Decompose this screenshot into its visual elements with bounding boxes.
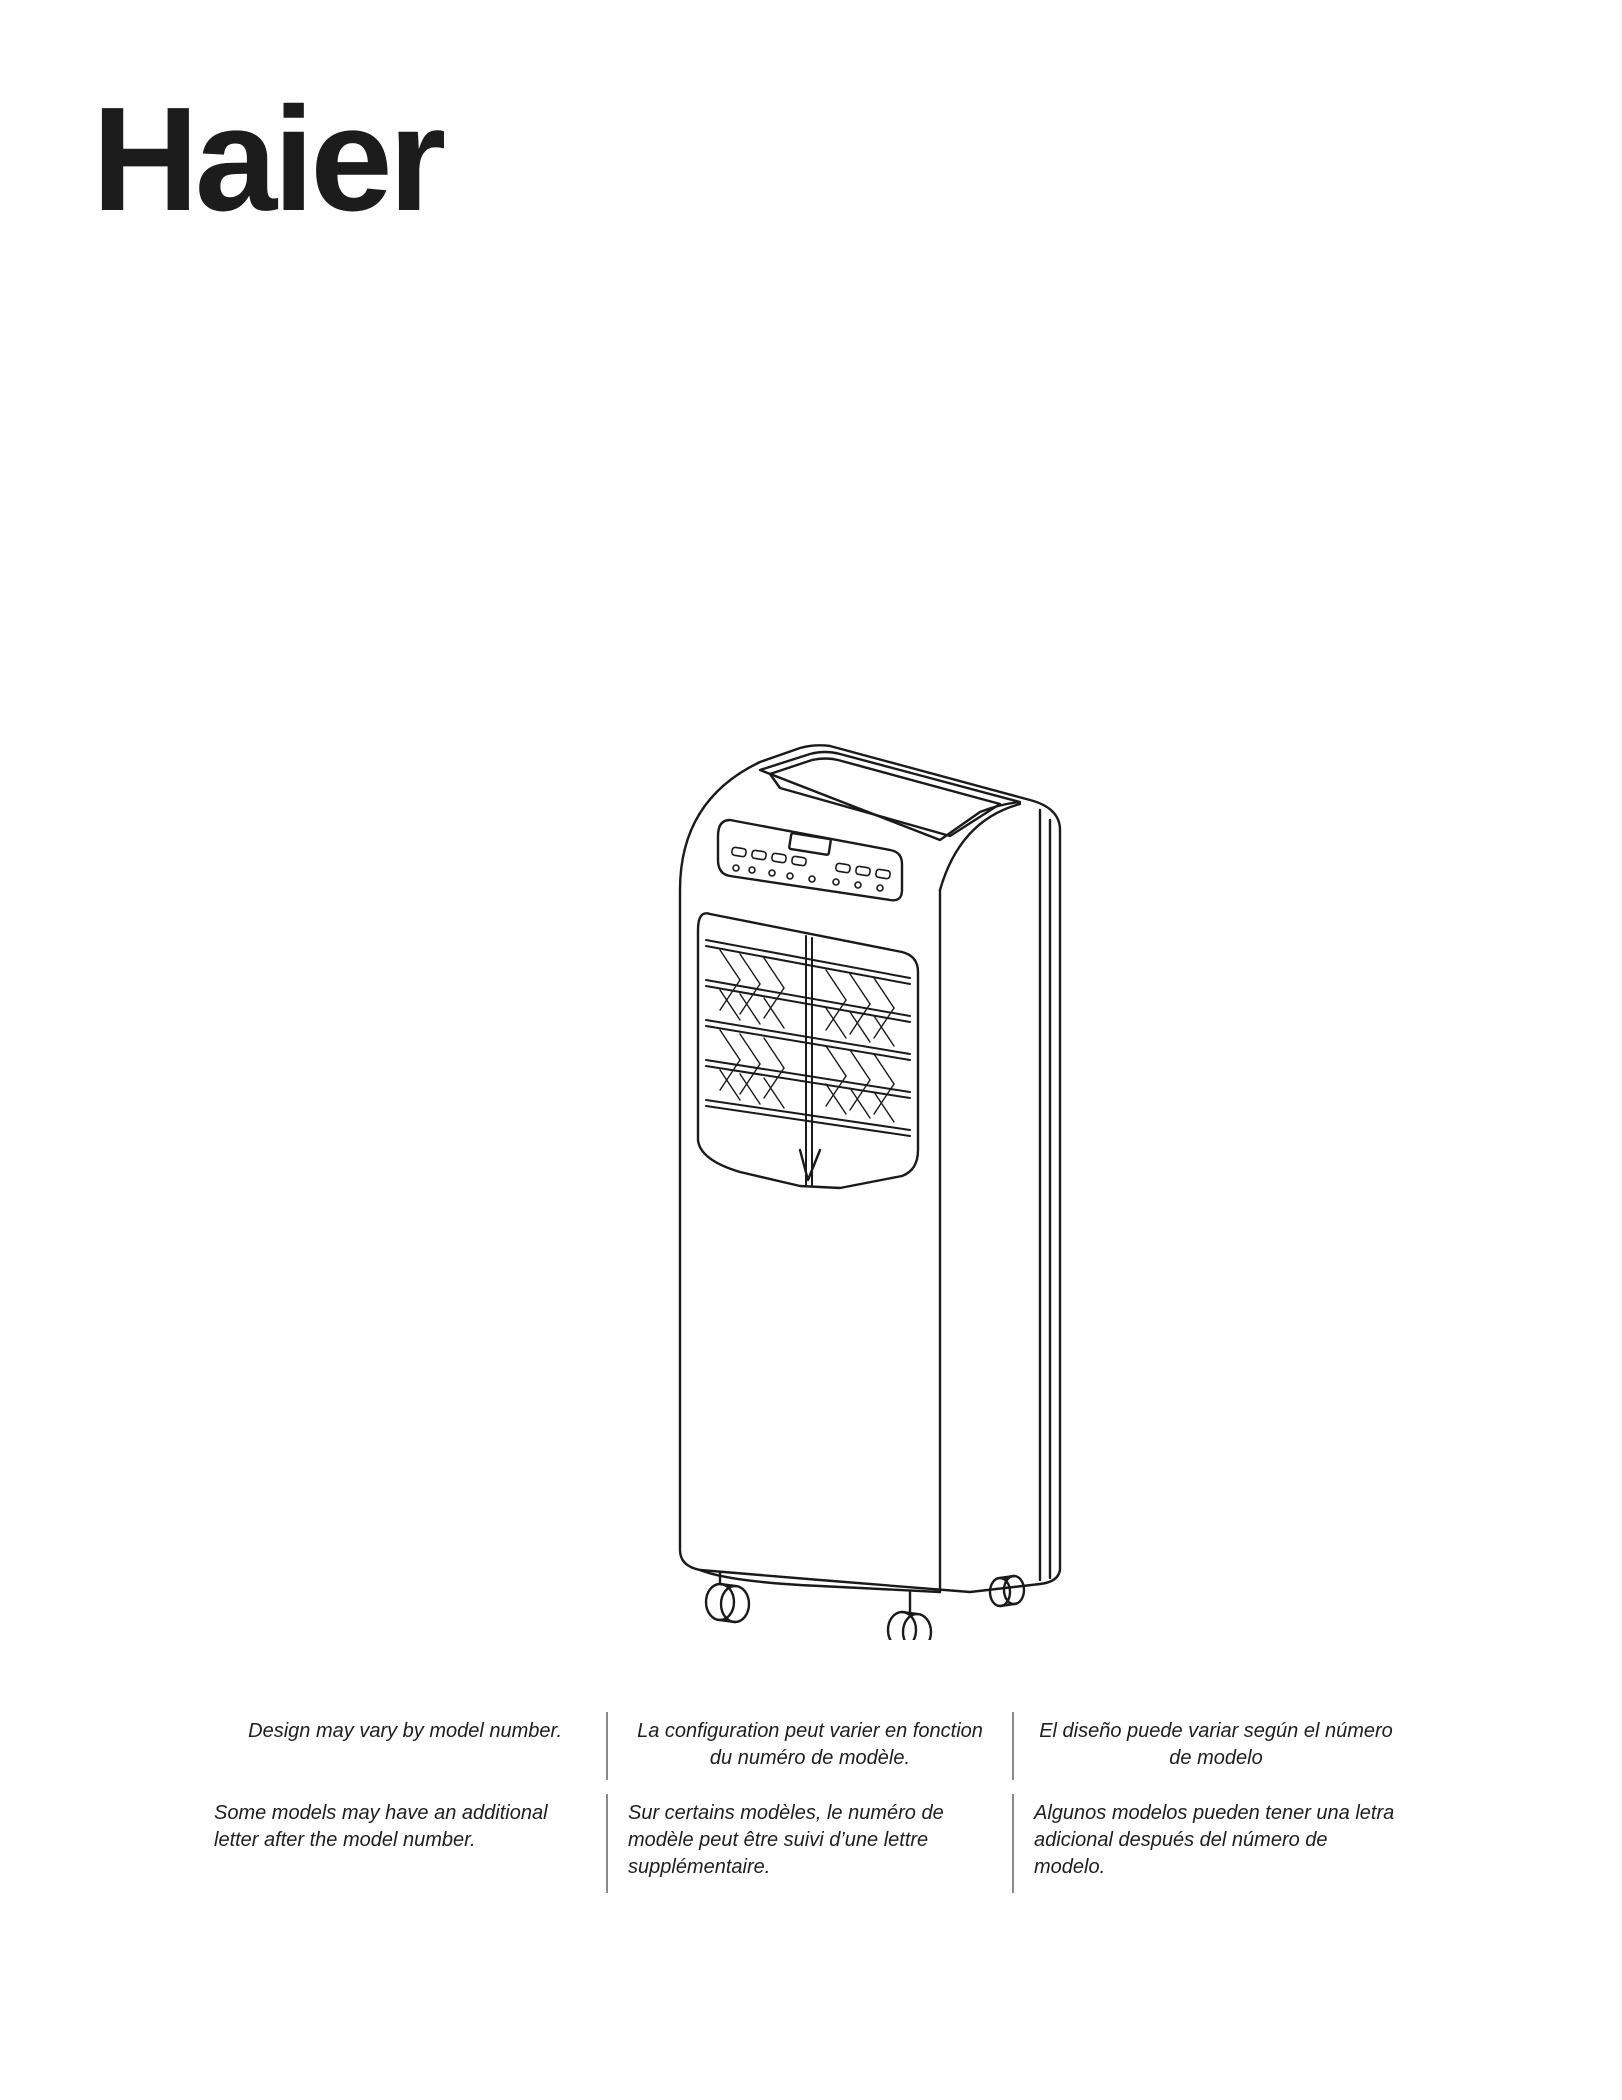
model-letter-row xyxy=(200,1794,1420,1893)
model-letter-fr: Sur certains modèles, le numéro de modèle peut être suivi d’une lettre supplémentaire. xyxy=(606,1794,1012,1893)
design-vary-es: El diseño puede variar según el número de modelo xyxy=(1012,1712,1418,1780)
haier-logo xyxy=(92,86,512,236)
design-vary-row xyxy=(200,1712,1420,1780)
air-conditioner-illustration xyxy=(640,740,1120,1640)
display-window xyxy=(789,833,831,855)
haier-logo-wordmark xyxy=(92,86,512,236)
model-letter-en: Some models may have an additional letter after the model number. xyxy=(214,1802,548,1851)
model-letter-es: Algunos modelos pueden tener una letra adicional después del número de modelo. xyxy=(1012,1794,1418,1893)
control-panel xyxy=(718,820,902,900)
design-vary-fr: La configuration peut varier en fonction du numéro de modèle. xyxy=(606,1712,1012,1780)
svg-text:Haier: Haier xyxy=(92,86,443,236)
design-vary-en: Design may vary by model number. xyxy=(248,1720,562,1742)
center-fin xyxy=(800,1150,820,1180)
control-buttons xyxy=(731,847,890,891)
model-notes xyxy=(200,1712,1420,1893)
